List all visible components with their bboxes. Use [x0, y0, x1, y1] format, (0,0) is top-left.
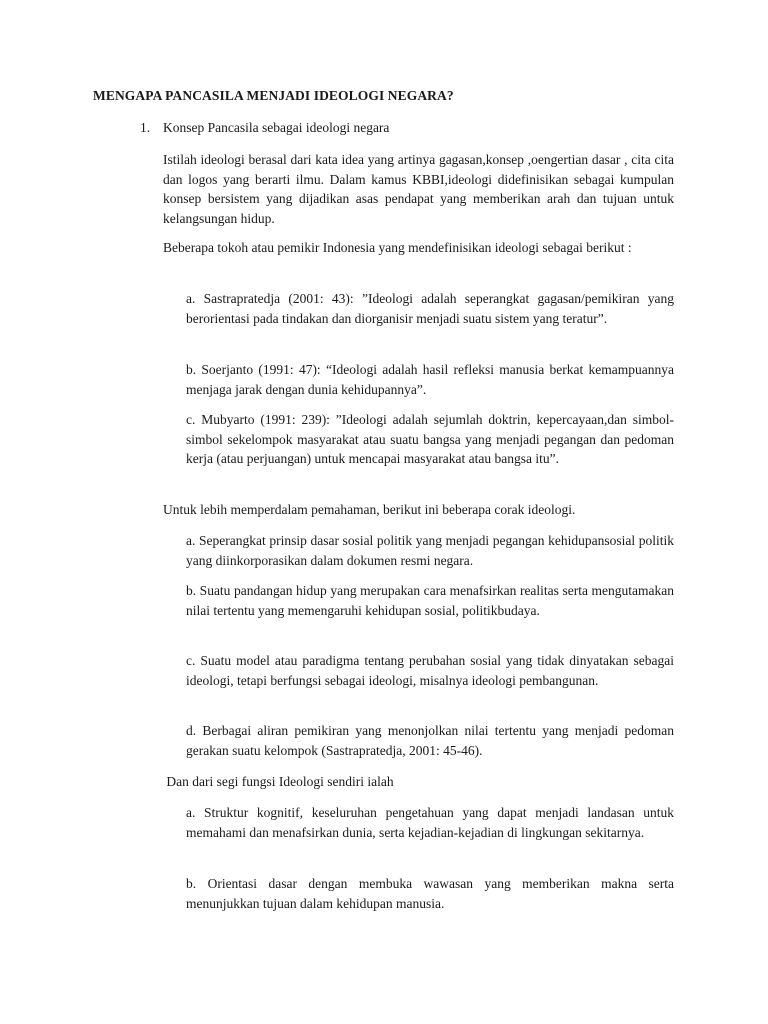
fungsi-item-a: a. Struktur kognitif, keseluruhan pengetahuan yang dapat menjadi landasan untuk memahami dan menafsirkan dunia, serta kejadian-kejadian di lingkungan sekitarnya.: [186, 805, 674, 840]
corak-item-b: b. Suatu pandangan hidup yang merupakan cara menafsirkan realitas serta mengutamakan nilai tertentu yang memengaruhi kehidupan sosial, politikbudaya.: [186, 583, 674, 618]
definition-item-b: b. Soerjanto (1991: 47): “Ideologi adalah hasil refleksi manusia berkat kemampuannya menjaga jarak dengan dunia kehidupannya”.: [186, 362, 674, 397]
corak-item-a: a. Seperangkat prinsip dasar sosial politik yang menjadi pegangan kehidupansosial politik yang diinkorporasikan dalam dokumen resmi negara.: [186, 533, 674, 568]
fungsi-item-b: b. Orientasi dasar dengan membuka wawasan yang memberikan makna serta menunjukkan tujuan dalam kehidupan manusia.: [186, 876, 674, 911]
section-heading: [140, 120, 389, 136]
corak-item-c: c. Suatu model atau paradigma tentang perubahan sosial yang tidak dinyatakan sebagai ideologi, tetapi berfungsi sebagai ideologi, misalnya ideologi pembangunan.: [186, 653, 674, 688]
corak-item-d: d. Berbagai aliran pemikiran yang menonjolkan nilai tertentu yang menjadi pedoman gerakan suatu kelompok (Sastrapratedja, 2001: 45-46).: [186, 723, 674, 758]
paragraph-figures-intro: Beberapa tokoh atau pemikir Indonesia yang mendefinisikan ideologi sebagai berikut :: [163, 240, 632, 255]
definition-item-a: a. Sastrapratedja (2001: 43): ”Ideologi adalah seperangkat gagasan/pemikiran yang berorientasi pada tindakan dan diorganisir menjadi suatu sistem yang teratur”.: [186, 291, 674, 326]
document-title: MENGAPA PANCASILA MENJADI IDEOLOGI NEGARA?: [93, 88, 454, 103]
section-number: 1.: [140, 120, 151, 135]
paragraph-fungsi-intro: Dan dari segi fungsi Ideologi sendiri ialah: [163, 774, 394, 789]
paragraph-ideology-origin: Istilah ideologi berasal dari kata idea yang artinya gagasan,konsep ,oengertian dasar , cita cita dan logos yang berarti ilmu. Dalam kamus KBBI,ideologi didefinisikan sebagai kumpulan konsep bersistem yang dijadikan asas pendapat yang memberikan arah dan tujuan untuk kelangsungan hidup.: [163, 152, 674, 226]
paragraph-corak-intro: Untuk lebih memperdalam pemahaman, berikut ini beberapa corak ideologi.: [163, 502, 576, 517]
section-heading-text: Konsep Pancasila sebagai ideologi negara: [163, 120, 390, 135]
definition-item-c: c. Mubyarto (1991: 239): ”Ideologi adalah sejumlah doktrin, kepercayaan,dan simbol-simbol sekelompok masyarakat atau suatu bangsa yang menjadi pegangan dan pedoman kerja (atau perjuangan) untuk mencapai masyarakat atau bangsa itu”.: [186, 412, 674, 466]
